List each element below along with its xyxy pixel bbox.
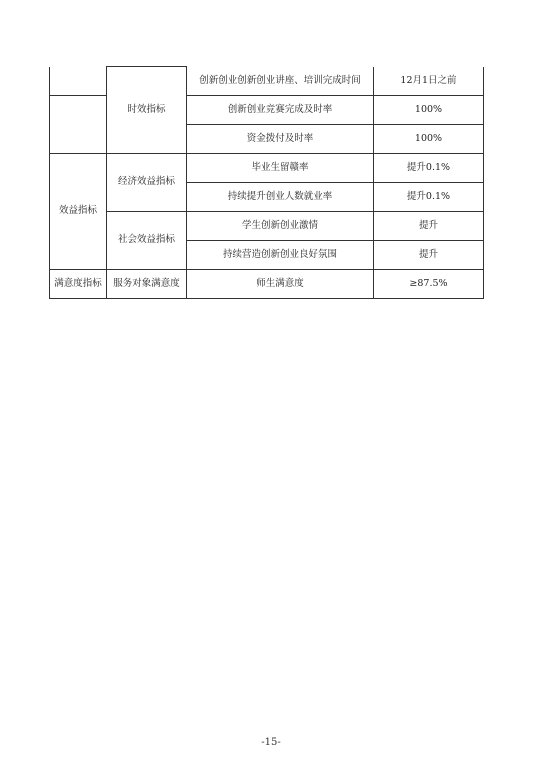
- performance-indicator-table: [49, 66, 484, 299]
- indicator-cell: 师生满意度: [187, 269, 374, 298]
- indicator-cell: 学生创新创业激情: [187, 211, 374, 240]
- page-number: -15-: [261, 737, 281, 748]
- indicator-cell: 创新创业创新创业讲座、培训完成时间: [187, 67, 374, 96]
- value-cell: ≥87.5%: [374, 269, 484, 298]
- level1-cell-continued: [50, 95, 107, 124]
- level1-cell: 效益指标: [50, 153, 107, 269]
- value-cell: 提升0.1%: [374, 153, 484, 182]
- level2-cell: 社会效益指标: [107, 211, 187, 269]
- level2-cell: 经济效益指标: [107, 153, 187, 211]
- table-row: [50, 269, 484, 298]
- level2-cell: 时效指标: [107, 67, 187, 154]
- indicator-cell: 资金拨付及时率: [187, 124, 374, 153]
- value-cell: 12月1日之前: [374, 67, 484, 96]
- value-cell: 100%: [374, 124, 484, 153]
- value-cell: 100%: [374, 95, 484, 124]
- indicator-cell: 创新创业竞赛完成及时率: [187, 95, 374, 124]
- value-cell: 提升0.1%: [374, 182, 484, 211]
- level1-cell-continued: [50, 67, 107, 96]
- table-row: [50, 67, 484, 96]
- indicator-cell: 持续营造创新创业良好氛围: [187, 240, 374, 269]
- table-row: [50, 211, 484, 240]
- table-row: [50, 153, 484, 182]
- indicator-cell: 毕业生留赣率: [187, 153, 374, 182]
- value-cell: 提升: [374, 240, 484, 269]
- value-cell: 提升: [374, 211, 484, 240]
- level1-cell-continued: [50, 124, 107, 153]
- indicator-cell: 持续提升创业人数就业率: [187, 182, 374, 211]
- level2-cell: 服务对象满意度: [107, 269, 187, 298]
- level1-cell: 满意度指标: [50, 269, 107, 298]
